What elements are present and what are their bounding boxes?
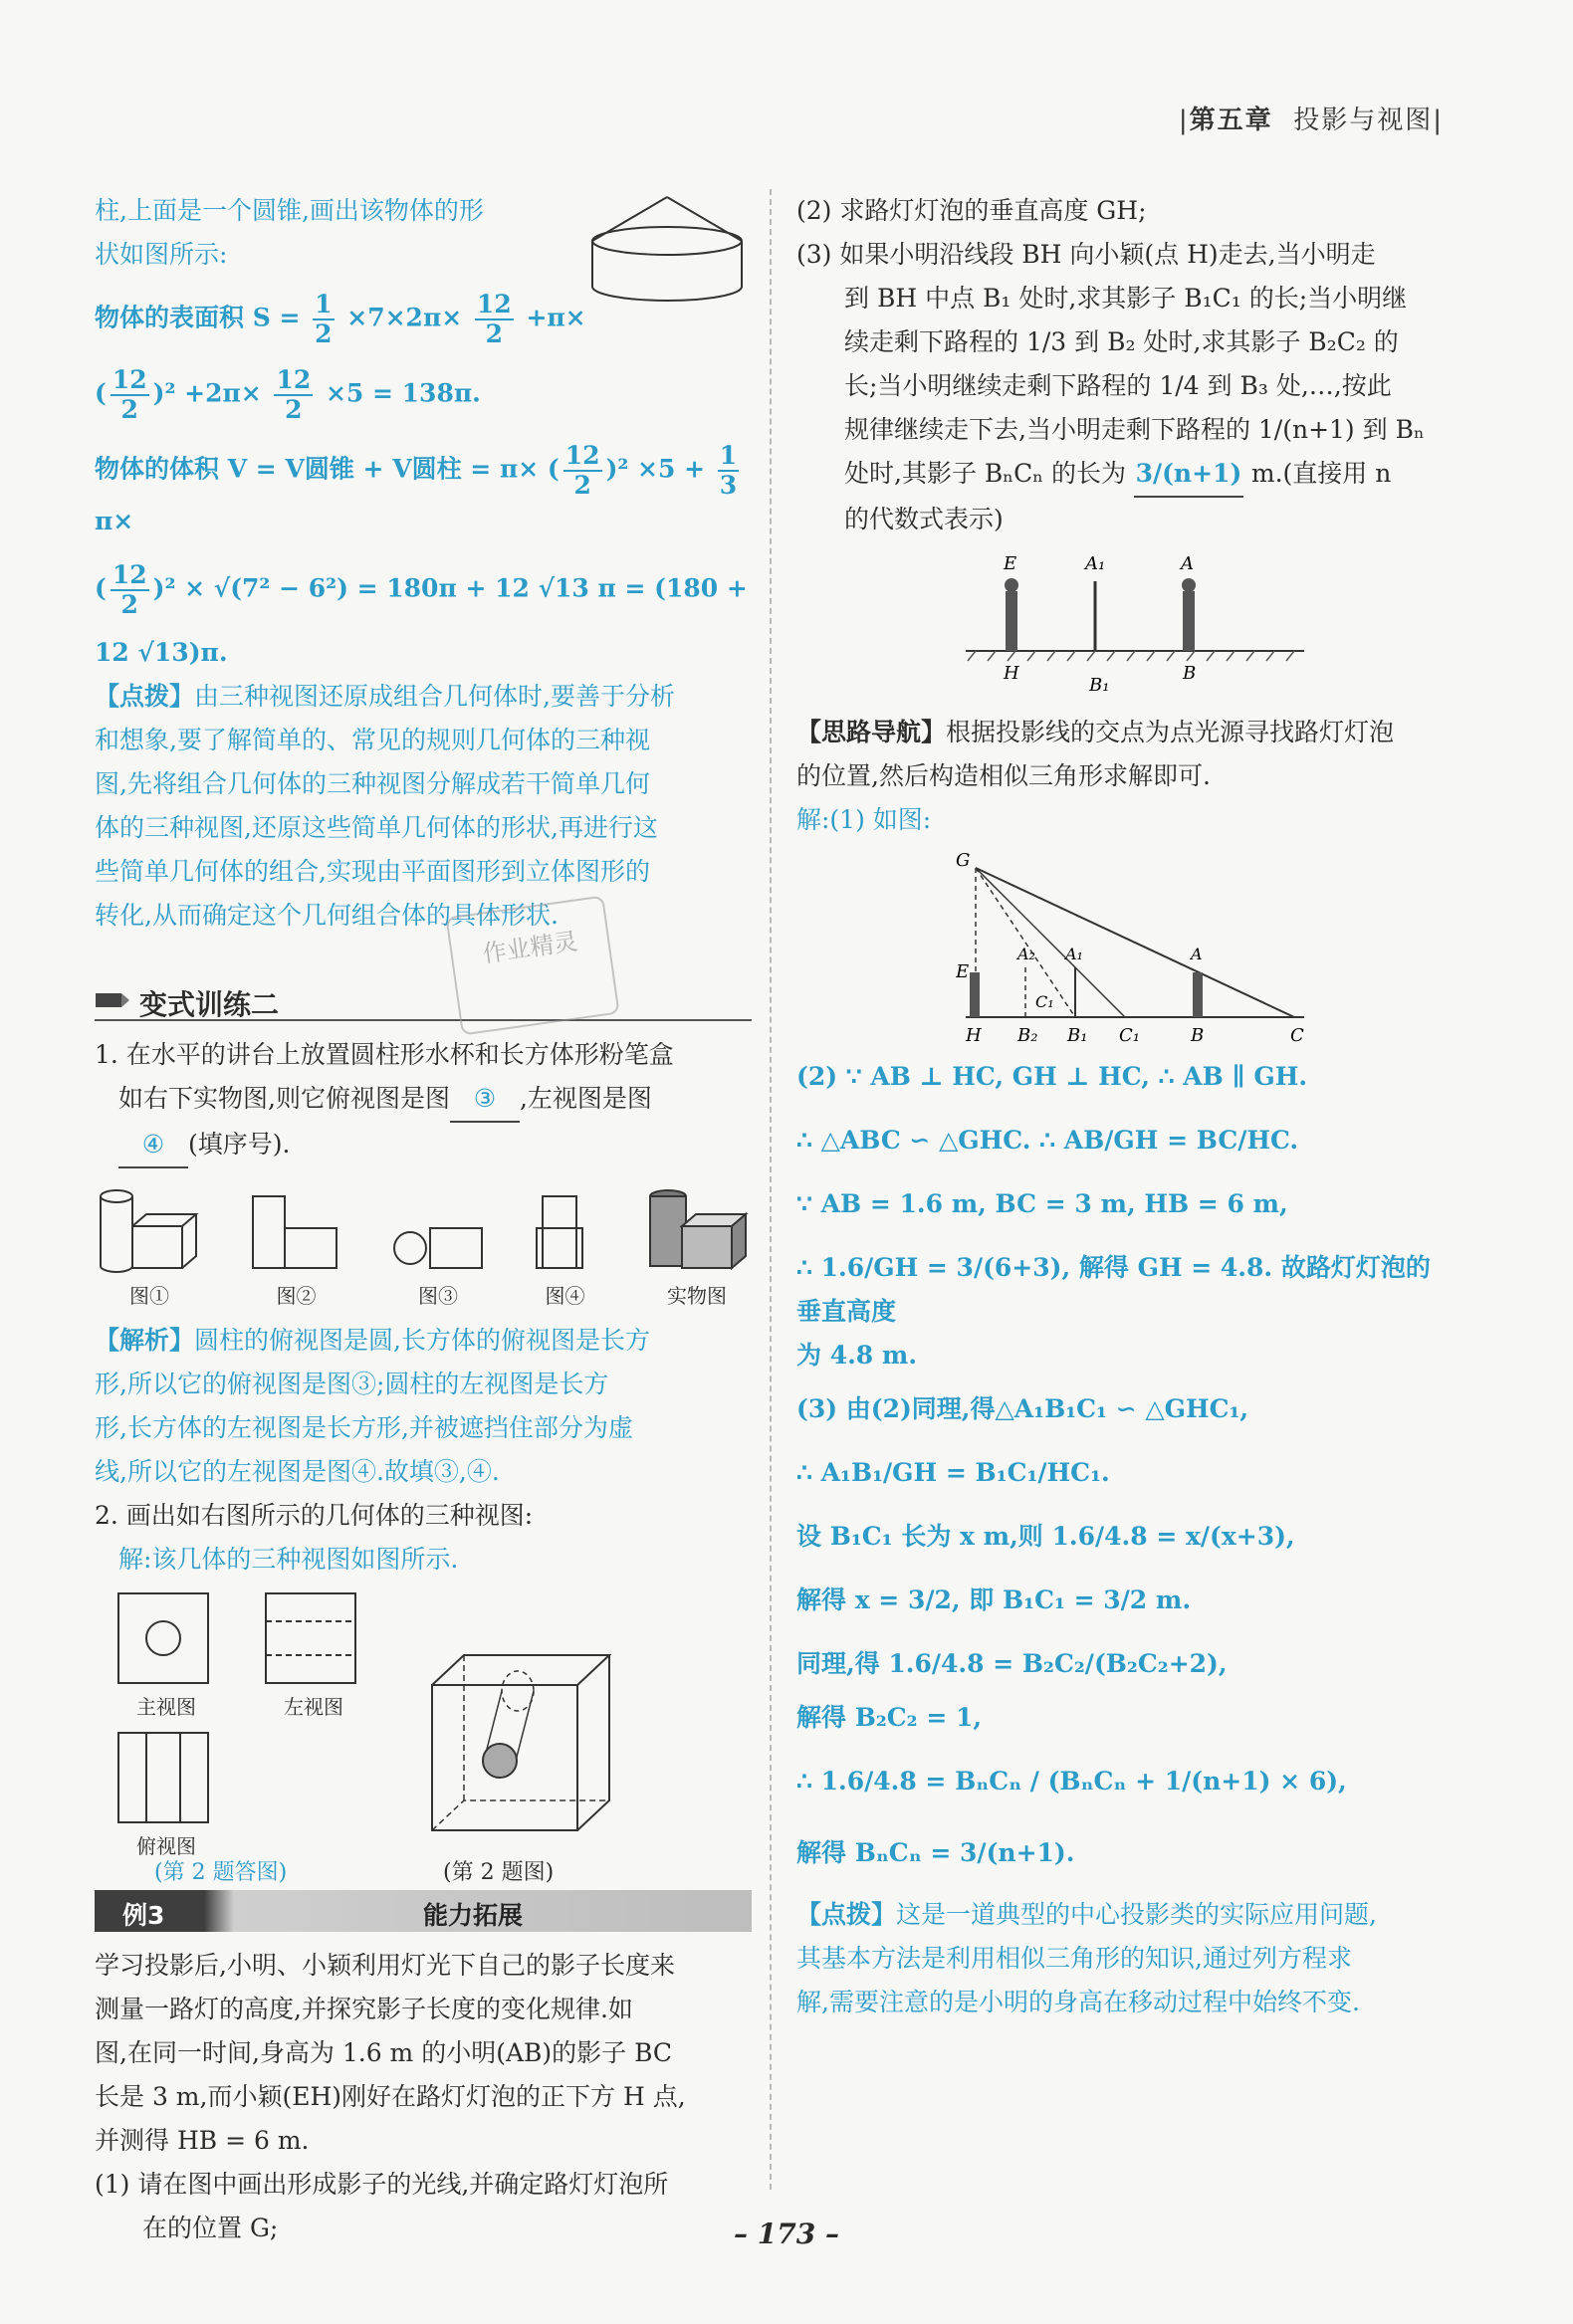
question-3-line: 到 BH 中点 B₁ 处时,求其影子 B₁C₁ 的长;当小明继: [844, 284, 1408, 313]
svg-text:G: G: [956, 850, 971, 871]
volume-line-2: ( $\frac{12}{2}$ )² × √(7² − 6²) = 180π + 12 √13 π = (180 +: [95, 560, 748, 619]
svg-text:E: E: [956, 961, 970, 982]
analysis-line: 形,所以它的俯视图是图③;圆柱的左视图是长方: [95, 1370, 609, 1398]
solution-line: 解得 BₙCₙ = 3/(n+1).: [796, 1838, 1075, 1867]
page-number: – 173 –: [734, 2218, 839, 2250]
tip-paragraph-right: 【点拨】这是一道典型的中心投影类的实际应用问题,: [796, 1900, 1377, 1929]
svg-text:B₁: B₁: [1089, 675, 1110, 696]
solution-line: ∴ 1.6/4.8 = BₙCₙ / (BₙCₙ + 1/(n+1) × 6),: [796, 1767, 1347, 1796]
solution-line: 同理,得 1.6/4.8 = B₂C₂/(B₂C₂+2),: [796, 1649, 1228, 1678]
svg-text:B₂: B₂: [1017, 1025, 1038, 1046]
svg-text:B: B: [1191, 1025, 1205, 1046]
top-view: [116, 1731, 216, 1830]
pencil-icon: [95, 989, 130, 1013]
question-3-line: 处时,其影子 BₙCₙ 的长为 3/(n+1) m.(直接用 n: [796, 452, 1454, 498]
question-1: 1. 在水平的讲台上放置圆柱形水杯和长方体形粉笔盒: [95, 1040, 674, 1069]
solution-head: 解:(1) 如图:: [796, 805, 932, 834]
answer-blank: 3/(n+1): [1134, 452, 1243, 498]
example-category: 能力拓展: [423, 1901, 524, 1930]
example-text: 长是 3 m,而小颖(EH)刚好在路灯灯泡的正下方 H 点,: [95, 2082, 686, 2111]
svg-text:H: H: [1004, 663, 1019, 684]
chapter-header: |第五章 投影与视图|: [1178, 106, 1444, 135]
left-view: [264, 1591, 363, 1691]
question-3-line: 长;当小明继续走剩下路程的 1/4 到 B₃ 处,…,按此: [844, 371, 1392, 400]
figure-3: 图③: [388, 1186, 488, 1309]
tip-line: 和想象,要了解简单的、常见的规则几何体的三种视: [95, 726, 650, 754]
answer-figure-caption: (第 2 题答图): [154, 1860, 288, 1885]
svg-text:E: E: [1004, 553, 1017, 574]
figure-1: 图①: [95, 1186, 204, 1309]
solution-line: 解得 B₂C₂ = 1,: [796, 1703, 983, 1732]
right-column: [796, 189, 1454, 2024]
question-3-line: 规律继续走下去,当小明走剩下路程的 1/(n+1) 到 Bₙ: [844, 415, 1425, 444]
cube-figure: [428, 1651, 617, 1840]
question-3-line: 的代数式表示): [844, 505, 1004, 533]
top-view-label: 俯视图: [136, 1834, 196, 1858]
question-3: (3) 如果小明沿线段 BH 向小颖(点 H)走去,当小明走: [796, 240, 1376, 269]
svg-text:A: A: [1181, 553, 1194, 574]
question-3-line: 续走剩下路程的 1/3 到 B₂ 处时,求其影子 B₂C₂ 的: [844, 327, 1399, 356]
solution-line: 为 4.8 m.: [796, 1341, 918, 1370]
analysis-paragraph: 【解析】圆柱的俯视图是圆,长方体的俯视图是长方: [95, 1326, 650, 1355]
tip-paragraph: 【点拨】由三种视图还原成组合几何体时,要善于分析: [95, 682, 675, 711]
tip-line: 解,需要注意的是小明的身高在移动过程中始终不变.: [796, 1988, 1360, 2016]
figure-real-object: 实物图: [642, 1186, 752, 1309]
svg-text:C₁: C₁: [1035, 992, 1054, 1011]
streetlight-figure: [956, 551, 1314, 701]
chapter-title: 投影与视图: [1293, 106, 1434, 135]
solution-line: 设 B₁C₁ 长为 x m,则 1.6/4.8 = x/(x+3),: [796, 1522, 1295, 1551]
analysis-line: 形,长方体的左视图是长方形,并被遮挡住部分为虚: [95, 1413, 633, 1442]
example-number: 例3: [122, 1901, 165, 1930]
svg-text:H: H: [966, 1025, 982, 1046]
question-2-solution: 解:该几体的三种视图如图所示.: [118, 1545, 459, 1574]
front-view-label: 主视图: [136, 1695, 196, 1719]
left-column: [95, 189, 752, 2250]
guide-line: 的位置,然后构造相似三角形求解即可.: [796, 761, 1211, 790]
solution-line: ∴ A₁B₁/GH = B₁C₁/HC₁.: [796, 1458, 1110, 1487]
example-text: 学习投影后,小明、小颖利用灯光下自己的影子长度来: [95, 1951, 675, 1980]
example-question-1: (1) 请在图中画出形成影子的光线,并确定路灯灯泡所: [95, 2170, 669, 2199]
example-question-1b: 在的位置 G;: [142, 2214, 279, 2242]
figure-4: 图④: [531, 1186, 600, 1309]
svg-text:B₁: B₁: [1067, 1025, 1088, 1046]
three-views-figure: [95, 1582, 752, 1885]
figure-caption: (第 2 题图): [443, 1860, 555, 1885]
solution-line: (3) 由(2)同理,得△A₁B₁C₁ ∽ △GHC₁,: [796, 1394, 1249, 1423]
answer-text: 状如图所示:: [95, 240, 228, 269]
volume-line-3: 12 √13)π.: [95, 638, 228, 667]
svg-text:A₁: A₁: [1065, 945, 1083, 963]
left-view-label: 左视图: [284, 1695, 343, 1719]
tip-line: 图,先将组合几何体的三种视图分解成若干简单几何: [95, 769, 650, 798]
svg-text:A₂: A₂: [1017, 945, 1035, 963]
section-header: [95, 979, 752, 1023]
column-divider: [770, 189, 772, 2190]
solution-line: ∴ 1.6/GH = 3/(6+3), 解得 GH = 4.8. 故路灯灯泡的垂直高度: [796, 1253, 1431, 1326]
svg-text:C: C: [1290, 1025, 1304, 1046]
svg-text:B: B: [1183, 663, 1197, 684]
solution-line: ∴ △ABC ∽ △GHC. ∴ AB/GH = BC/HC.: [796, 1126, 1299, 1155]
volume-line: 物体的体积 V = V圆锥 + V圆柱 = π× ( $\frac{12}{2}$ )² ×5 + $\frac{1}{3}$ π×: [95, 441, 738, 535]
analysis-line: 线,所以它的左视图是图④.故填③,④.: [95, 1457, 500, 1486]
solution-figure: [956, 848, 1314, 1047]
view-figures: [95, 1186, 752, 1309]
tip-line: 体的三种视图,还原这些简单几何体的形状,再进行这: [95, 813, 658, 842]
watermark-stamp: 作业精灵: [445, 895, 619, 1035]
tip-line: 其基本方法是利用相似三角形的知识,通过列方程求: [796, 1944, 1352, 1973]
question-1-line-3: ④ (填序号).: [95, 1123, 752, 1168]
svg-text:C₁: C₁: [1119, 1025, 1140, 1046]
question-2-right: (2) 求路灯灯泡的垂直高度 GH;: [796, 196, 1147, 225]
figure-2: 图②: [247, 1186, 346, 1309]
section-title: 变式训练二: [139, 988, 280, 1021]
chapter-number: 第五章: [1189, 106, 1273, 135]
solution-line: (2) ∵ AB ⊥ HC, GH ⊥ HC, ∴ AB ∥ GH.: [796, 1062, 1308, 1091]
example-text: 测量一路灯的高度,并探究影子长度的变化规律.如: [95, 1995, 633, 2023]
tip-line: 些简单几何体的组合,实现由平面图形到立体图形的: [95, 857, 650, 886]
surface-area-line-2: ( $\frac{12}{2}$ )² +2π× $\frac{12}{2}$ ×5 = 138π.: [95, 365, 481, 424]
solution-line: ∵ AB = 1.6 m, BC = 3 m, HB = 6 m,: [796, 1189, 1288, 1218]
front-view: [116, 1591, 216, 1691]
question-1-line-2: 如右下实物图,则它俯视图是图 ③ ,左视图是图: [95, 1077, 752, 1123]
example-banner: [95, 1890, 752, 1932]
cone-cylinder-figure: [582, 189, 752, 309]
example-text: 图,在同一时间,身高为 1.6 m 的小明(AB)的影子 BC: [95, 2038, 673, 2067]
solution-line: 解得 x = 3/2, 即 B₁C₁ = 3/2 m.: [796, 1585, 1192, 1614]
surface-area-line: 物体的表面积 S = $\frac{1}{2}$ ×7×2π× $\frac{12}{2}$ +π×: [95, 290, 586, 348]
question-2: 2. 画出如右图所示的几何体的三种视图:: [95, 1501, 534, 1530]
svg-text:A: A: [1191, 945, 1203, 963]
answer-text: 柱,上面是一个圆锥,画出该物体的形: [95, 196, 484, 225]
tip-line: 转化,从而确定这个几何组合体的具体形状.: [95, 901, 559, 930]
svg-text:A₁: A₁: [1085, 553, 1106, 574]
example-text: 并测得 HB = 6 m.: [95, 2126, 310, 2155]
guide-paragraph: 【思路导航】根据投影线的交点为点光源寻找路灯灯泡: [796, 718, 1395, 746]
